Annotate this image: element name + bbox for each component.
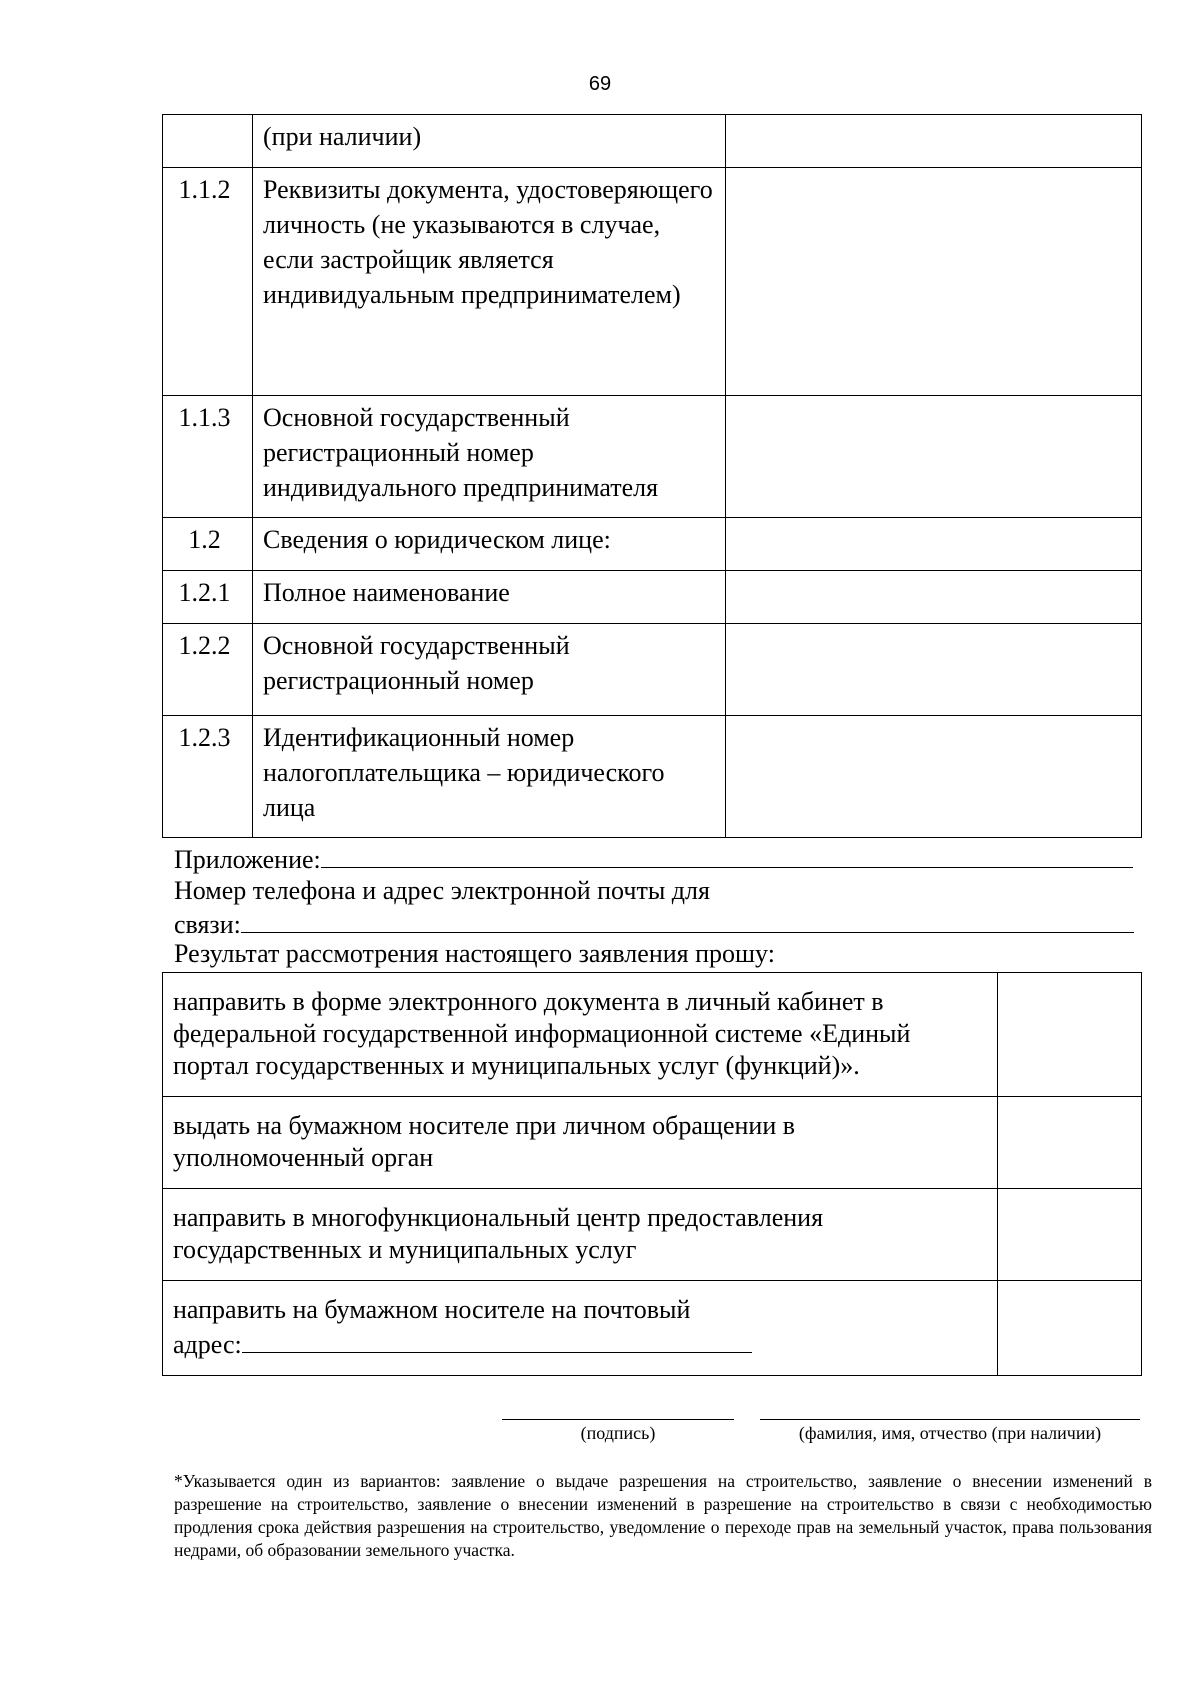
table-row [163, 1097, 1142, 1189]
row-value-field[interactable] [726, 396, 1142, 518]
result-request-label: Результат рассмотрения настоящего заявления прошу: [174, 939, 775, 968]
row-label: Реквизиты документа, удостоверяющего личность (не указываются в случае, если застройщик является индивидуальным предпринимателем) [253, 168, 726, 396]
result-option-postal [163, 1281, 998, 1376]
row-number: 1.2.3 [163, 716, 253, 838]
result-option-text: выдать на бумажном носителе при личном обращении в уполномоченный орган [163, 1097, 998, 1189]
result-option-checkbox[interactable] [998, 1189, 1142, 1281]
postal-address-label: адрес: [173, 1330, 242, 1359]
table-row [163, 115, 1142, 168]
contact-label-line [174, 875, 710, 907]
row-number: 1.2.1 [163, 571, 253, 624]
row-label: Основной государственный регистрационный номер [253, 624, 726, 716]
table-row [163, 168, 1142, 396]
result-option-checkbox[interactable] [998, 973, 1142, 1097]
contact-field[interactable] [241, 906, 1134, 933]
row-label: (при наличии) [253, 115, 726, 168]
page-number: 69 [588, 73, 612, 95]
table-row [163, 973, 1142, 1097]
contact-label-continued: связи: [174, 910, 241, 939]
footnote: *Указывается один из вариантов: заявление о выдаче разрешения на строительство, заявление о внесении изменений в разрешение на строительство, заявление о внесении изменений в разрешение на строительство в связи с необходимостью продления срока действия разрешения на строительство, уведомление о переходе прав на земельный участок, права пользования недрами, об образовании земельного участка. [174, 1471, 1152, 1560]
result-request-line [174, 938, 775, 970]
attachment-field[interactable] [321, 841, 1133, 868]
table-row [163, 716, 1142, 838]
result-option-text: направить в многофункциональный центр предоставления государственных и муниципальных услуг [163, 1189, 998, 1281]
table-row [163, 518, 1142, 571]
row-value-field[interactable] [726, 716, 1142, 838]
applicant-info-table [162, 114, 1142, 838]
row-value-field[interactable] [726, 624, 1142, 716]
row-value-field[interactable] [726, 115, 1142, 168]
row-label: Полное наименование [253, 571, 726, 624]
result-option-checkbox[interactable] [998, 1097, 1142, 1189]
row-label: Основной государственный регистрационный номер индивидуального предпринимателя [253, 396, 726, 518]
row-value-field[interactable] [726, 518, 1142, 571]
row-label: Сведения о юридическом лице: [253, 518, 726, 571]
attachment-line [174, 841, 1133, 876]
result-option-checkbox[interactable] [998, 1281, 1142, 1376]
table-row [163, 396, 1142, 518]
row-number [163, 115, 253, 168]
row-value-field[interactable] [726, 168, 1142, 396]
contact-label: Номер телефона и адрес электронной почты для [174, 876, 710, 905]
table-row [163, 624, 1142, 716]
row-number: 1.1.2 [163, 168, 253, 396]
postal-address-field[interactable] [242, 1326, 752, 1353]
row-number: 1.2.2 [163, 624, 253, 716]
result-option-text: направить на бумажном носителе на почтовый [173, 1295, 691, 1324]
row-number: 1.1.3 [163, 396, 253, 518]
attachment-label: Приложение: [174, 845, 321, 874]
table-row [163, 1281, 1142, 1376]
postal-address-line [173, 1326, 989, 1361]
signature-line[interactable] [502, 1419, 734, 1420]
row-value-field[interactable] [726, 571, 1142, 624]
full-name-caption: (фамилия, имя, отчество (при наличии) [798, 1423, 1102, 1443]
signature-caption: (подпись) [580, 1423, 656, 1443]
table-row [163, 571, 1142, 624]
table-row [163, 1189, 1142, 1281]
result-option-text: направить в форме электронного документа в личный кабинет в федеральной государственной информационной системе «Единый портал государственных и муниципальных услуг (функций)». [163, 973, 998, 1097]
row-number: 1.2 [163, 518, 253, 571]
contact-field-line [174, 906, 1134, 941]
result-options-table [162, 972, 1142, 1376]
full-name-line[interactable] [760, 1419, 1140, 1420]
row-label: Идентификационный номер налогоплательщика – юридического лица [253, 716, 726, 838]
